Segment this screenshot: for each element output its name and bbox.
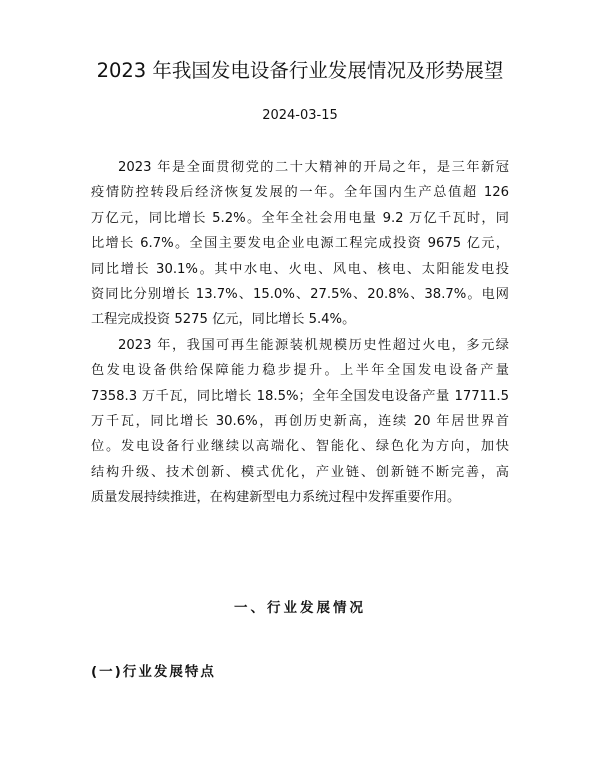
paragraph-line: 同比增长 30.1%。其中水电、火电、风电、核电、太阳能发电投: [91, 261, 509, 277]
paragraph-1: [91, 155, 509, 333]
paragraph-line: 疫情防控转段后经济恢复发展的一年。全年国内生产总值超 126: [91, 185, 509, 201]
paragraph-line: 位。发电设备行业继续以高端化、智能化、绿色化为方向，加快: [91, 439, 509, 455]
sub-heading: (一)行业发展特点: [91, 664, 216, 680]
paragraph-line: 2023 年是全面贯彻党的二十大精神的开局之年，是三年新冠: [118, 160, 509, 175]
paragraph-line: 结构升级、技术创新、模式优化，产业链、创新链不断完善，高: [91, 464, 509, 480]
paragraph-line: 7358.3 万千瓦，同比增长 18.5%；全年全国发电设备产量 17711.5: [91, 388, 509, 404]
paragraph-2: [91, 333, 509, 511]
paragraph-line: 2023 年，我国可再生能源装机规模历史性超过火电，多元绿: [118, 337, 509, 353]
paragraph-line: 万千瓦，同比增长 30.6%，再创历史新高，连续 20 年居世界首: [91, 414, 509, 430]
paragraph-line: 色发电设备供给保障能力稳步提升。上半年全国发电设备产量: [91, 363, 509, 379]
section-heading: 一、行业发展情况: [234, 600, 366, 616]
paragraph-line: 比增长 6.7%。全国主要发电企业电源工程完成投资 9675 亿元，: [91, 236, 509, 252]
paragraph-line: 资同比分别增长 13.7%、15.0%、27.5%、20.8%、38.7%。电网: [91, 287, 509, 303]
paragraph-line: 质量发展持续推进，在构建新型电力系统过程中发挥重要作用。: [91, 490, 461, 506]
publish-date: 2024-03-15: [262, 108, 338, 123]
paragraph-line: 工程完成投资 5275 亿元，同比增长 5.4%。: [91, 312, 356, 328]
document-title: 2023 年我国发电设备行业发展情况及形势展望: [96, 59, 504, 82]
document-body: [91, 155, 509, 511]
paragraph-line: 万亿元，同比增长 5.2%。全年全社会用电量 9.2 万亿千瓦时，同: [91, 210, 509, 226]
